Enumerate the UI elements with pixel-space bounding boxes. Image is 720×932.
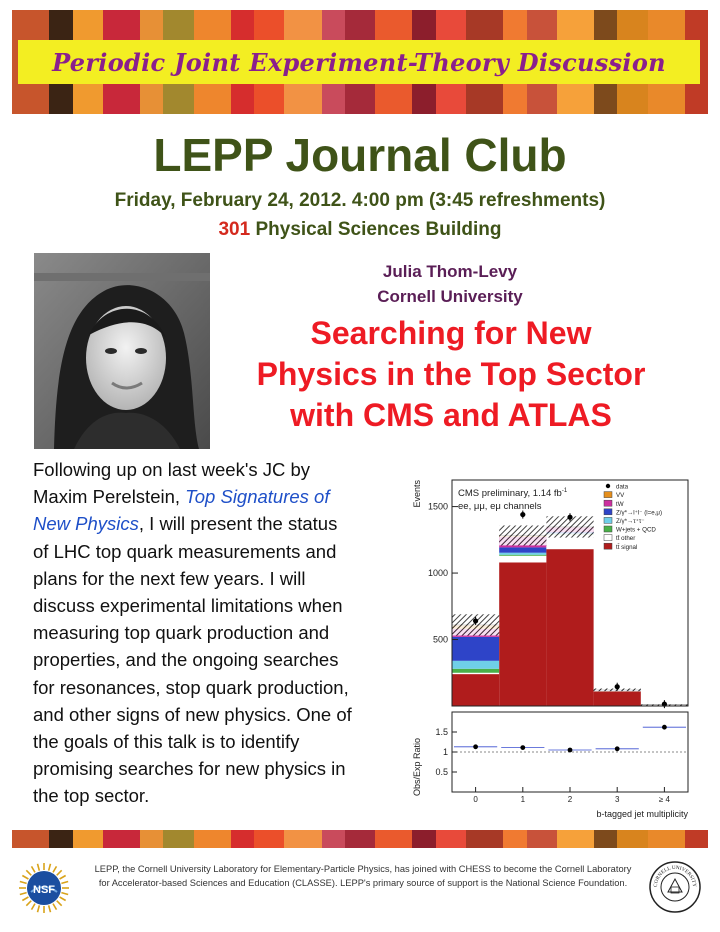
stripe [12, 830, 49, 848]
legend-label: W+jets + QCD [616, 526, 656, 534]
nsf-ray [20, 882, 27, 884]
stripe [345, 830, 375, 848]
nsf-ray [60, 876, 66, 880]
stripe [140, 830, 163, 848]
bar-segment [499, 556, 546, 563]
bar-segment [499, 555, 546, 556]
abstract-line [33, 483, 403, 510]
bar-segment [499, 553, 546, 555]
talk-title-line: with CMS and ATLAS [290, 397, 612, 433]
ratio-y-tick-label: 1.5 [435, 727, 448, 737]
talk-title [220, 313, 682, 436]
abstract-text: , I will present the status [138, 513, 338, 535]
nsf-ray [53, 866, 57, 872]
abstract-line: Following up on last week's JC by [33, 459, 311, 480]
room-number: 301 [218, 219, 251, 240]
legend-marker [606, 484, 610, 488]
bar-segment [452, 669, 499, 673]
data-point [473, 618, 478, 623]
y-axis-label: Events [412, 480, 422, 508]
bar-segment [499, 547, 546, 552]
nsf-ray [32, 904, 36, 910]
data-point [615, 684, 620, 689]
bar-segment [452, 637, 499, 661]
y-tick-label: 1000 [427, 568, 448, 579]
referenced-talk-title: New Physics [33, 513, 139, 535]
legend-swatch [604, 543, 612, 549]
nsf-ray [22, 897, 28, 901]
chart-subtitle: ee, μμ, eμ channels [458, 501, 542, 512]
abstract-line: the goals of this talk is to identify [33, 731, 300, 753]
seal-text: CORNELL UNIVERSITY [652, 864, 698, 888]
nsf-ray [20, 893, 27, 895]
speaker-name: Julia Thom-Levy [382, 262, 518, 281]
nsf-ray [38, 864, 40, 871]
data-point [567, 515, 572, 520]
legend-swatch [604, 509, 612, 515]
bar-segment [452, 674, 499, 706]
event-location [0, 219, 720, 241]
nsf-ray [61, 893, 68, 895]
abstract-line: discuss experimental limitations when [33, 595, 343, 617]
y-tick-label: 500 [432, 634, 448, 645]
bar-segment [546, 549, 593, 706]
bar-segment [594, 691, 641, 706]
speaker-photo [34, 253, 210, 449]
ratio-point [662, 725, 667, 730]
x-tick-label: 2 [567, 795, 573, 804]
abstract-line: the top sector. [33, 785, 150, 807]
nsf-ray [57, 870, 62, 875]
stripe [284, 830, 321, 848]
ratio-y-axis [435, 727, 457, 777]
bar-segment [452, 673, 499, 674]
stripe [375, 830, 412, 848]
legend-label: VV [616, 492, 625, 500]
abstract-line: plans for the next few years. I will [33, 567, 306, 589]
speaker-affiliation: Cornell University [377, 287, 523, 306]
data-point [520, 512, 525, 517]
legend-label: data [616, 483, 629, 491]
legend-label: tW [616, 500, 624, 508]
cms-plot [408, 474, 704, 820]
footer-text: LEPP, the Cornell University Laboratory for Elementary-Particle Physics, has joined with CHESS to become the Cornell Laboratory for Accelerator-based Sciences and Education (CLASSE). LEPP's primary source of support is the National Science Foundation. [94, 864, 632, 888]
legend-swatch [604, 492, 612, 498]
referenced-talk-title: Top Signatures of [185, 486, 330, 508]
stripe [231, 830, 254, 848]
stripe [49, 830, 72, 848]
nsf-ray [32, 866, 36, 872]
legend-label: Z/γ*→l⁺l⁻ (l=e,μ) [616, 509, 663, 517]
abstract-line: promising searches for new physics in [33, 758, 346, 780]
stripe [503, 830, 526, 848]
stripe [557, 830, 594, 848]
stripe [648, 830, 685, 848]
bottom-decorative-stripes [12, 830, 708, 848]
page-title: LEPP Journal Club [153, 129, 567, 181]
x-tick-label: 3 [614, 795, 620, 804]
legend-label: Z/γ*→τ⁺τ⁻ [616, 518, 645, 525]
nsf-ray [49, 905, 51, 912]
ratio-points [452, 725, 688, 753]
nsf-ray [60, 897, 66, 901]
chart-title-superscript: -1 [561, 488, 568, 494]
x-axis-ticks [473, 787, 670, 804]
stripe [163, 830, 193, 848]
building-name: Physical Sciences Building [255, 219, 502, 240]
nsf-ray [57, 901, 62, 906]
x-tick-label: ≥ 4 [658, 795, 670, 804]
event-date: Friday, February 24, 2012. 4:00 pm (3:45 refreshments) [114, 190, 606, 211]
abstract-line: of LHC top quark measurements and [33, 540, 337, 562]
abstract-line: for resonances, stop quark production, [33, 676, 349, 698]
nsf-ray [61, 882, 68, 884]
x-axis-label: b-tagged jet multiplicity [596, 809, 688, 819]
nsf-ray [53, 904, 57, 910]
stripe [527, 830, 557, 848]
chart-title [458, 488, 568, 499]
x-tick-label: 0 [473, 795, 478, 804]
abstract-line: and other signs of new physics. One of [33, 703, 352, 725]
nsf-logo [18, 862, 70, 914]
legend-swatch [604, 500, 612, 506]
abstract [33, 456, 403, 810]
discussion-banner [18, 40, 700, 84]
stripe [594, 830, 617, 848]
legend [604, 484, 662, 551]
nsf-ray [38, 905, 40, 912]
abstract-text: Maxim Perelstein, [33, 486, 186, 508]
ratio-point [473, 744, 478, 749]
abstract-line: properties, and the ongoing searches [33, 649, 339, 671]
legend-label: tt̄ other [616, 535, 636, 543]
nsf-ray [22, 876, 28, 880]
bar-segment [499, 562, 546, 706]
abstract-line [33, 510, 403, 537]
ratio-y-axis-label: Obs/Exp Ratio [412, 737, 422, 796]
stripe [103, 830, 140, 848]
nsf-ray [26, 870, 31, 875]
ratio-y-tick-label: 1 [442, 747, 448, 757]
legend-swatch [604, 535, 612, 541]
legend-swatch [604, 517, 612, 523]
cornell-seal [648, 860, 702, 914]
ratio-point [615, 746, 620, 751]
chart-title-text: CMS preliminary, 1.14 fb [458, 488, 562, 499]
bar-segment [452, 661, 499, 669]
legend-swatch [604, 526, 612, 532]
stripe [254, 830, 284, 848]
stripe [617, 830, 647, 848]
stripe [412, 830, 435, 848]
uncertainty-band [499, 525, 546, 545]
nsf-logo-text: NSF [33, 884, 55, 896]
talk-title-line: Physics in the Top Sector [256, 356, 646, 392]
stripe [322, 830, 345, 848]
ratio-point [568, 748, 573, 753]
legend-label: tt̄ signal [616, 543, 638, 551]
abstract-line: measuring top quark production and [33, 622, 330, 644]
nsf-ray [49, 864, 51, 871]
banner-text: Periodic Joint Experiment-Theory Discussion [52, 47, 666, 77]
stripe [466, 830, 503, 848]
stripe [73, 830, 103, 848]
stripe [685, 830, 708, 848]
ratio-y-tick-label: 0.5 [435, 767, 448, 777]
stripe [436, 830, 466, 848]
stripe [194, 830, 231, 848]
x-tick-label: 1 [520, 795, 526, 804]
nsf-ray [26, 901, 31, 906]
talk-title-line: Searching for New [310, 315, 592, 351]
ratio-point [520, 745, 525, 750]
y-tick-label: 1500 [427, 501, 448, 512]
